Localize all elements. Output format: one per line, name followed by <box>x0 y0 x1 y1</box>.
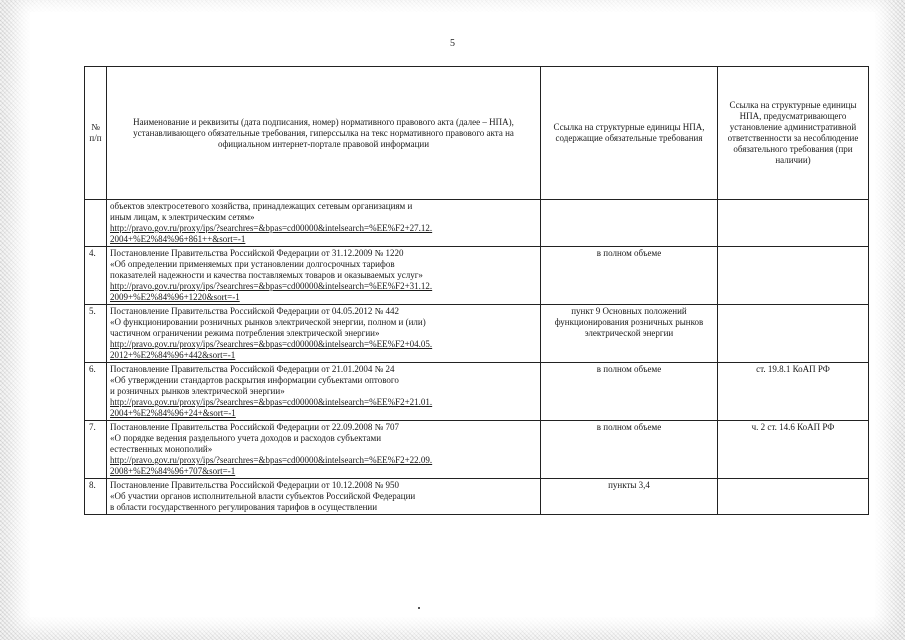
header-responsibility: Ссылка на структурные единицы НПА, предусматривающего установление административной ответственности за несоблюдение обязательного требования (при наличии) <box>718 67 869 200</box>
act-hyperlink[interactable]: 2008+%E2%84%96+707&sort=-1 <box>110 466 236 476</box>
act-hyperlink[interactable]: http://pravo.gov.ru/proxy/ips/?searchres=&bpas=cd00000&intelsearch=%EE%F2+22.09. <box>110 455 433 465</box>
row-number: 5. <box>85 305 107 363</box>
table-body <box>85 200 869 515</box>
page-number: 5 <box>450 38 455 49</box>
act-text-line: объектов электросетевого хозяйства, принадлежащих сетевым организациям и <box>110 201 413 211</box>
act-text-line: Постановление Правительства Российской Федерации от 21.01.2004 № 24 <box>110 364 395 374</box>
act-text-line: в области государственного регулирования тарифов в осуществлении <box>110 502 378 512</box>
requirement-ref-cell <box>541 200 718 247</box>
row-number: 6. <box>85 363 107 421</box>
act-hyperlink[interactable]: http://pravo.gov.ru/proxy/ips/?searchres=&bpas=cd00000&intelsearch=%EE%F2+31.12. <box>110 281 433 291</box>
act-text-line: «Об определении применяемых при установлении долгосрочных тарифов <box>110 259 395 269</box>
act-hyperlink[interactable]: http://pravo.gov.ru/proxy/ips/?searchres=&bpas=cd00000&intelsearch=%EE%F2+04.05. <box>110 339 433 349</box>
act-text-line: «Об утверждении стандартов раскрытия информации субъектами оптового <box>110 375 399 385</box>
table-row <box>85 200 869 247</box>
act-text-line: Постановление Правительства Российской Федерации от 22.09.2008 № 707 <box>110 422 399 432</box>
responsibility-ref-cell <box>718 479 869 515</box>
act-text-line: иным лицам, к электрическим сетям» <box>110 212 255 222</box>
header-ref: Ссылка на структурные единицы НПА, содержащие обязательные требования <box>541 67 718 200</box>
table-header-row <box>85 67 869 200</box>
act-cell <box>107 200 541 247</box>
row-number: 4. <box>85 247 107 305</box>
act-cell <box>107 363 541 421</box>
act-text-line: «Об участии органов исполнительной власти субъектов Российской Федерации <box>110 491 416 501</box>
act-cell <box>107 247 541 305</box>
table-row <box>85 305 869 363</box>
header-num: № п/п <box>85 67 107 200</box>
act-hyperlink[interactable]: http://pravo.gov.ru/proxy/ips/?searchres=&bpas=cd00000&intelsearch=%EE%F2+21.01. <box>110 397 433 407</box>
act-hyperlink[interactable]: 2012+%E2%84%96+442&sort=-1 <box>110 350 236 360</box>
responsibility-ref-cell <box>718 200 869 247</box>
act-hyperlink[interactable]: 2004+%E2%84%96+861++&sort=-1 <box>110 234 246 244</box>
row-number <box>85 200 107 247</box>
table-row <box>85 421 869 479</box>
header-name: Наименование и реквизиты (дата подписания, номер) нормативного правового акта (далее – НПА), устанавливающего обязательные требования, гиперссылка на текс нормативного правового акта на официальном интернет-портале правовой информации <box>107 67 541 200</box>
act-hyperlink[interactable]: 2009+%E2%84%96+1220&sort=-1 <box>110 292 240 302</box>
row-number: 7. <box>85 421 107 479</box>
act-text-line: Постановление Правительства Российской Федерации от 31.12.2009 № 1220 <box>110 248 404 258</box>
responsibility-ref-cell <box>718 305 869 363</box>
act-cell <box>107 479 541 515</box>
responsibility-ref-cell: ч. 2 ст. 14.6 КоАП РФ <box>718 421 869 479</box>
act-text-line: Постановление Правительства Российской Федерации от 10.12.2008 № 950 <box>110 480 399 490</box>
scan-speck <box>418 607 420 609</box>
requirement-ref-cell: в полном объеме <box>541 421 718 479</box>
table-row <box>85 247 869 305</box>
act-text-line: естественных монополий» <box>110 444 213 454</box>
responsibility-ref-cell <box>718 247 869 305</box>
act-text-line: и розничных рынков электрической энергии» <box>110 386 285 396</box>
act-text-line: Постановление Правительства Российской Федерации от 04.05.2012 № 442 <box>110 306 399 316</box>
act-cell <box>107 305 541 363</box>
requirement-ref-cell: пункты 3,4 <box>541 479 718 515</box>
requirement-ref-cell: в полном объеме <box>541 363 718 421</box>
act-text-line: «О порядке ведения раздельного учета доходов и расходов субъектами <box>110 433 382 443</box>
table-row <box>85 363 869 421</box>
act-text-line: частичном ограничении режима потребления электрической энергии» <box>110 328 380 338</box>
act-cell <box>107 421 541 479</box>
table-row <box>85 479 869 515</box>
row-number: 8. <box>85 479 107 515</box>
requirement-ref-cell: в полном объеме <box>541 247 718 305</box>
responsibility-ref-cell: ст. 19.8.1 КоАП РФ <box>718 363 869 421</box>
act-hyperlink[interactable]: 2004+%E2%84%96+24+&sort=-1 <box>110 408 236 418</box>
act-text-line: показателей надежности и качества поставляемых товаров и оказываемых услуг» <box>110 270 423 280</box>
requirement-ref-cell: пункт 9 Основных положений функционирования розничных рынков электрической энергии <box>541 305 718 363</box>
act-hyperlink[interactable]: http://pravo.gov.ru/proxy/ips/?searchres=&bpas=cd00000&intelsearch=%EE%F2+27.12. <box>110 223 433 233</box>
act-text-line: «О функционировании розничных рынков электрической энергии, полном и (или) <box>110 317 426 327</box>
requirements-table <box>84 66 869 515</box>
